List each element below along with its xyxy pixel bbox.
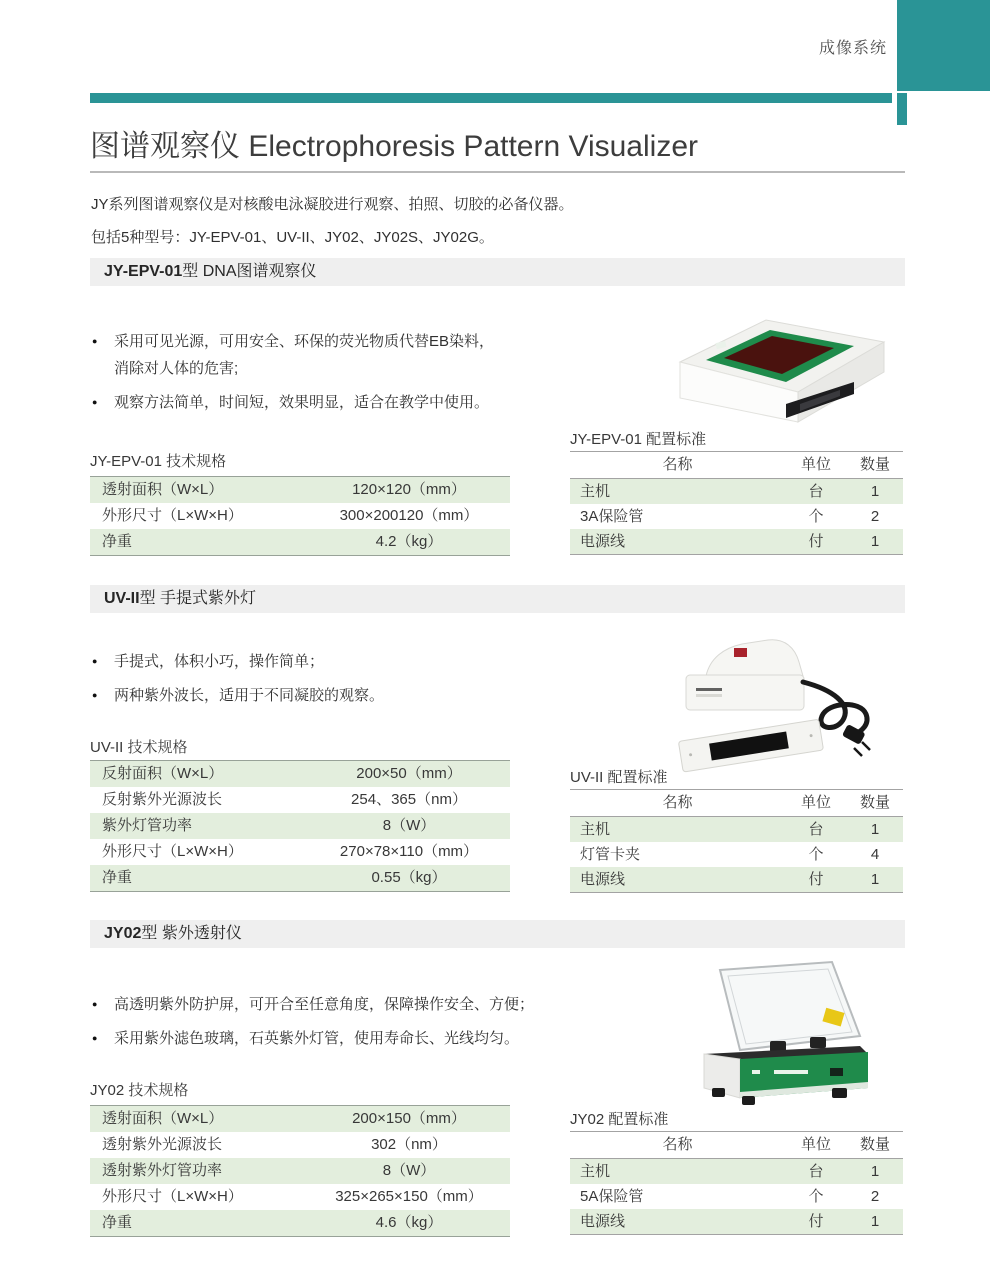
config-name: 主机: [580, 483, 611, 500]
vent-slot: [696, 694, 722, 697]
feature-item: [92, 328, 494, 382]
config-name: 主机: [580, 821, 611, 838]
front-logo: [752, 1070, 760, 1074]
spec-row: [90, 787, 510, 813]
config-table-title: JY02 配置标准: [570, 1111, 669, 1128]
spec-row: [90, 477, 510, 503]
spec-value: 4.6（kg）: [375, 1214, 443, 1231]
config-qty: 2: [870, 1188, 880, 1205]
intro-line-1: JY系列图谱观察仪是对核酸电泳凝胶进行观察、拍照、切胶的必备仪器。: [91, 196, 574, 213]
spec-row: [90, 761, 510, 787]
config-table-title: UV-II 配置标准: [570, 769, 668, 786]
bullet-icon: ●: [92, 397, 98, 407]
config-name: 3A保险管: [580, 508, 644, 525]
foot: [712, 1088, 725, 1097]
config-qty: 1: [870, 1163, 880, 1180]
spec-value: 270×78×110（mm）: [339, 843, 479, 860]
config-header-name: 名称: [662, 456, 693, 473]
feature-list: [92, 328, 494, 423]
foot: [742, 1096, 755, 1105]
intro-line-2: 包括5种型号：JY-EPV-01、UV-II、JY02、JY02S、JY02G。: [91, 229, 494, 246]
spec-value: 325×265×150（mm）: [335, 1188, 483, 1205]
spec-label: 净重: [102, 1214, 133, 1231]
config-unit: 台: [808, 483, 824, 500]
section-model-name: JY02: [104, 925, 142, 942]
intro-paragraph: [91, 188, 574, 254]
config-unit: 台: [808, 1163, 824, 1180]
spec-row: [90, 1132, 510, 1158]
spec-table-title: JY-EPV-01 技术规格: [90, 453, 227, 470]
feature-text: 高透明紫外防护屏，可开合至任意角度，保障操作安全、方便；: [114, 996, 535, 1013]
config-header-row: [570, 790, 903, 817]
spec-label: 透射面积（W×L）: [102, 1110, 224, 1127]
spec-table-jy-epv-01: [90, 476, 510, 556]
spec-label: 透射面积（W×L）: [102, 481, 224, 498]
spec-value: 4.2（kg）: [375, 533, 443, 550]
spec-value: 8（W）: [382, 817, 436, 834]
spec-value: 120×120（mm）: [352, 481, 466, 498]
config-header-row: [570, 452, 903, 479]
spec-row: [90, 1106, 510, 1132]
feature-text: 观察方法简单，时间短，效果明显，适合在教学中使用。: [114, 394, 490, 411]
spec-row: [90, 1158, 510, 1184]
section-header-rest: 型 DNA图谱观察仪: [182, 263, 317, 280]
category-tag: 成像系统: [818, 40, 887, 57]
spec-value: 200×150（mm）: [352, 1110, 466, 1127]
section-header-rest: 型 紫外透射仪: [141, 925, 242, 942]
config-table-uv-ii: [570, 789, 903, 893]
config-header-unit: 单位: [800, 1136, 831, 1153]
spec-value: 8（W）: [382, 1162, 436, 1179]
config-unit: 个: [808, 1188, 824, 1205]
bullet-icon: ●: [92, 656, 98, 666]
config-row: [570, 1184, 903, 1209]
uv-filter-plate: [678, 719, 823, 772]
section-header-jy02: [90, 920, 905, 948]
section-model-name: JY-EPV-01: [104, 263, 183, 280]
bullet-icon: ●: [92, 690, 98, 700]
config-unit: 台: [808, 821, 824, 838]
config-qty: 2: [870, 508, 880, 525]
config-unit: 付: [808, 871, 824, 888]
config-header-unit: 单位: [800, 456, 831, 473]
spec-value: 254、365（nm）: [351, 791, 467, 808]
page-title: 图谱观察仪 Electrophoresis Pattern Visualizer: [90, 130, 698, 163]
spec-label: 反射面积（W×L）: [102, 765, 224, 782]
spec-value: 300×200120（mm）: [339, 507, 479, 524]
plug-prong: [854, 748, 862, 756]
config-name: 主机: [580, 1163, 611, 1180]
config-name: 电源线: [580, 533, 626, 550]
feature-list: [92, 991, 652, 1059]
config-row: [570, 504, 903, 529]
config-row: [570, 867, 903, 892]
spec-label: 外形尺寸（L×W×H）: [102, 843, 243, 860]
jy02-product-image: [682, 958, 882, 1108]
section-header-rest: 型 手提式紫外灯: [139, 590, 257, 607]
spec-label: 透射紫外灯管功率: [102, 1162, 223, 1179]
spec-table-title: JY02 技术规格: [90, 1082, 189, 1099]
config-row: [570, 1159, 903, 1184]
spec-table-title: UV-II 技术规格: [90, 739, 188, 756]
config-header-qty: 数量: [859, 456, 890, 473]
spec-row: [90, 529, 510, 555]
config-header-qty: 数量: [859, 794, 890, 811]
config-qty: 1: [870, 871, 880, 888]
spec-label: 净重: [102, 533, 133, 550]
bullet-icon: ●: [92, 1033, 98, 1043]
feature-text: 采用可见光源，可用安全、环保的荧光物质代替EB染料，消除对人体的危害;: [114, 333, 495, 377]
section-header-jy-epv-01: [90, 258, 905, 286]
teal-header-bar: [90, 93, 892, 103]
config-unit: 个: [808, 846, 824, 863]
config-unit: 个: [808, 508, 824, 525]
lid-hinge: [810, 1037, 826, 1048]
spec-row: [90, 503, 510, 529]
feature-text: 手提式，体积小巧，操作简单；: [114, 653, 325, 670]
config-name: 电源线: [580, 1213, 626, 1230]
foot: [832, 1088, 847, 1098]
config-unit: 付: [808, 1213, 824, 1230]
teal-header-stub: [897, 93, 907, 125]
feature-text: 两种紫外波长，适用于不同凝胶的观察。: [114, 687, 385, 704]
config-header-row: [570, 1132, 903, 1159]
uv-ii-product-image: [672, 618, 890, 776]
config-row: [570, 479, 903, 504]
teal-corner-block: [897, 0, 990, 91]
spec-row: [90, 865, 510, 891]
spec-label: 反射紫外光源波长: [102, 791, 223, 808]
config-header-unit: 单位: [800, 794, 831, 811]
section-header-uv-ii: [90, 585, 905, 613]
feature-text: 采用紫外滤色玻璃，石英紫外灯管，使用寿命长、光线均匀。: [114, 1030, 520, 1047]
config-qty: 1: [870, 1213, 880, 1230]
config-name: 灯管卡夹: [580, 846, 641, 863]
spec-value: 0.55（kg）: [371, 869, 447, 886]
jy-epv-01-product-image: [658, 300, 898, 424]
vent-slot: [696, 688, 722, 691]
config-row: [570, 817, 903, 842]
bullet-icon: ●: [92, 999, 98, 1009]
title-divider: [90, 171, 905, 173]
spec-row: [90, 813, 510, 839]
config-unit: 付: [808, 533, 824, 550]
feature-item: [92, 991, 652, 1018]
config-header-name: 名称: [662, 1136, 693, 1153]
lamp-body: [686, 675, 804, 710]
spec-value: 200×50（mm）: [356, 765, 462, 782]
power-switch: [830, 1068, 843, 1076]
spec-label: 透射紫外光源波长: [102, 1136, 223, 1153]
spec-table-jy02: [90, 1105, 510, 1237]
config-header-qty: 数量: [859, 1136, 890, 1153]
spec-row: [90, 1210, 510, 1236]
spec-label: 紫外灯管功率: [102, 817, 193, 834]
spec-label: 外形尺寸（L×W×H）: [102, 1188, 243, 1205]
spec-label: 外形尺寸（L×W×H）: [102, 507, 243, 524]
section-model-name: UV-II: [104, 590, 140, 607]
feature-item: [92, 389, 494, 416]
power-switch: [734, 648, 747, 657]
config-table-title: JY-EPV-01 配置标准: [570, 431, 707, 448]
spec-row: [90, 1184, 510, 1210]
config-qty: 1: [870, 533, 880, 550]
config-row: [570, 529, 903, 554]
config-table-jy-epv-01: [570, 451, 903, 555]
spec-table-uv-ii: [90, 760, 510, 892]
plug-prong: [862, 742, 870, 750]
spec-row: [90, 839, 510, 865]
feature-item: [92, 648, 652, 675]
config-row: [570, 842, 903, 867]
spec-label: 净重: [102, 869, 133, 886]
feature-list: [92, 648, 652, 716]
lamp-handle: [706, 640, 803, 676]
config-name: 5A保险管: [580, 1188, 644, 1205]
config-qty: 1: [870, 483, 880, 500]
config-row: [570, 1209, 903, 1234]
front-model-text: [774, 1070, 808, 1074]
config-qty: 1: [870, 821, 880, 838]
feature-item: [92, 1025, 652, 1052]
bullet-icon: ●: [92, 336, 98, 346]
config-qty: 4: [870, 846, 880, 863]
spec-value: 302（nm）: [371, 1136, 447, 1153]
config-header-name: 名称: [662, 794, 693, 811]
config-name: 电源线: [580, 871, 626, 888]
config-table-jy02: [570, 1131, 903, 1235]
feature-item: [92, 682, 652, 709]
